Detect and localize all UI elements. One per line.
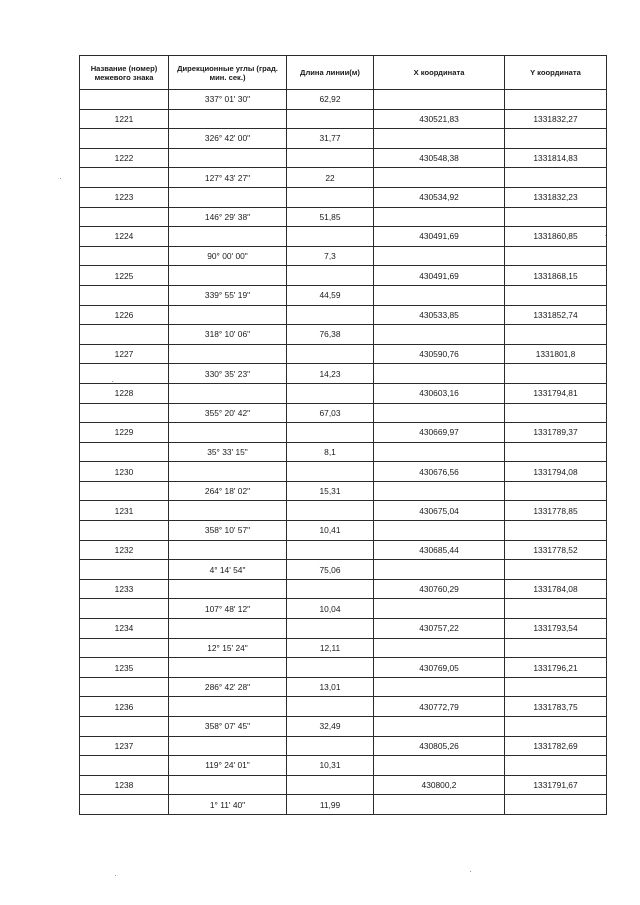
- cell-dir: 90° 00' 00": [169, 246, 287, 266]
- table-row: [80, 364, 607, 384]
- cell-len: [287, 423, 374, 443]
- cell-dir: 286° 42' 28": [169, 677, 287, 697]
- cell-y: 1331832,27: [505, 109, 607, 129]
- cell-len: 44,59: [287, 285, 374, 305]
- cell-dir: 12° 15' 24": [169, 638, 287, 658]
- cell-len: [287, 501, 374, 521]
- table-row: [80, 325, 607, 345]
- table-row: [80, 207, 607, 227]
- cell-name: [80, 717, 169, 737]
- cell-dir: [169, 775, 287, 795]
- table-row: [80, 736, 607, 756]
- cell-x: [374, 129, 505, 149]
- cell-y: 1331778,52: [505, 540, 607, 560]
- cell-name: 1224: [80, 227, 169, 247]
- cell-len: [287, 227, 374, 247]
- cell-y: 1331783,75: [505, 697, 607, 717]
- cell-len: [287, 736, 374, 756]
- cell-name: 1223: [80, 187, 169, 207]
- table-row: [80, 423, 607, 443]
- cell-dir: [169, 462, 287, 482]
- cell-dir: [169, 266, 287, 286]
- cell-len: 31,77: [287, 129, 374, 149]
- cell-dir: 358° 07' 45": [169, 717, 287, 737]
- cell-name: [80, 521, 169, 541]
- cell-x: [374, 325, 505, 345]
- cell-len: [287, 540, 374, 560]
- cell-len: 10,04: [287, 599, 374, 619]
- cell-dir: [169, 109, 287, 129]
- cell-y: 1331832,23: [505, 187, 607, 207]
- header-length: Длина линии(м): [287, 56, 374, 90]
- table-row: [80, 521, 607, 541]
- cell-len: 76,38: [287, 325, 374, 345]
- cell-y: [505, 756, 607, 776]
- table-row: [80, 148, 607, 168]
- cell-name: 1226: [80, 305, 169, 325]
- boundary-coordinates-table: [79, 55, 607, 815]
- cell-y: [505, 90, 607, 110]
- cell-len: 32,49: [287, 717, 374, 737]
- cell-y: [505, 325, 607, 345]
- cell-len: 22: [287, 168, 374, 188]
- table-row: [80, 90, 607, 110]
- table-row: [80, 775, 607, 795]
- cell-y: 1331789,37: [505, 423, 607, 443]
- cell-len: 13,01: [287, 677, 374, 697]
- cell-x: [374, 717, 505, 737]
- cell-name: [80, 481, 169, 501]
- cell-len: 11,99: [287, 795, 374, 815]
- cell-x: 430675,04: [374, 501, 505, 521]
- cell-name: 1235: [80, 658, 169, 678]
- table-row: [80, 658, 607, 678]
- cell-len: 7,3: [287, 246, 374, 266]
- table-row: [80, 756, 607, 776]
- cell-dir: 107° 48' 12": [169, 599, 287, 619]
- cell-x: [374, 403, 505, 423]
- table-row: [80, 619, 607, 639]
- cell-dir: 1° 11' 40": [169, 795, 287, 815]
- cell-y: 1331860,85: [505, 227, 607, 247]
- cell-dir: 127° 43' 27": [169, 168, 287, 188]
- cell-len: [287, 187, 374, 207]
- cell-len: 10,31: [287, 756, 374, 776]
- cell-len: [287, 266, 374, 286]
- cell-len: 62,92: [287, 90, 374, 110]
- cell-len: [287, 775, 374, 795]
- cell-name: 1237: [80, 736, 169, 756]
- table-row: [80, 109, 607, 129]
- cell-x: [374, 207, 505, 227]
- table-row: [80, 501, 607, 521]
- cell-dir: [169, 619, 287, 639]
- table-row: [80, 168, 607, 188]
- cell-x: [374, 638, 505, 658]
- cell-y: 1331852,74: [505, 305, 607, 325]
- cell-x: 430757,22: [374, 619, 505, 639]
- cell-y: [505, 168, 607, 188]
- cell-y: [505, 207, 607, 227]
- table-row: [80, 442, 607, 462]
- cell-dir: [169, 344, 287, 364]
- cell-name: 1228: [80, 383, 169, 403]
- cell-len: [287, 658, 374, 678]
- cell-dir: [169, 540, 287, 560]
- table-row: [80, 462, 607, 482]
- cell-name: [80, 560, 169, 580]
- cell-len: [287, 462, 374, 482]
- cell-x: 430676,56: [374, 462, 505, 482]
- cell-name: [80, 90, 169, 110]
- cell-x: [374, 521, 505, 541]
- table-row: [80, 383, 607, 403]
- cell-y: 1331793,54: [505, 619, 607, 639]
- cell-x: 430521,83: [374, 109, 505, 129]
- cell-x: 430590,76: [374, 344, 505, 364]
- cell-y: 1331778,85: [505, 501, 607, 521]
- cell-x: 430491,69: [374, 266, 505, 286]
- cell-y: [505, 795, 607, 815]
- cell-x: 430685,44: [374, 540, 505, 560]
- scan-speck: [112, 381, 113, 382]
- cell-y: [505, 364, 607, 384]
- cell-x: 430548,38: [374, 148, 505, 168]
- cell-dir: 146° 29' 38": [169, 207, 287, 227]
- scan-speck: [60, 178, 61, 179]
- cell-len: 67,03: [287, 403, 374, 423]
- cell-y: 1331796,21: [505, 658, 607, 678]
- cell-x: [374, 442, 505, 462]
- table-body: [80, 90, 607, 815]
- cell-len: [287, 619, 374, 639]
- cell-y: [505, 403, 607, 423]
- cell-name: 1229: [80, 423, 169, 443]
- cell-dir: [169, 736, 287, 756]
- cell-dir: 339° 55' 19": [169, 285, 287, 305]
- cell-dir: [169, 658, 287, 678]
- cell-x: [374, 364, 505, 384]
- cell-name: 1234: [80, 619, 169, 639]
- cell-x: 430760,29: [374, 579, 505, 599]
- cell-name: [80, 246, 169, 266]
- table-row: [80, 481, 607, 501]
- cell-x: 430491,69: [374, 227, 505, 247]
- cell-len: [287, 148, 374, 168]
- cell-x: [374, 756, 505, 776]
- cell-x: [374, 795, 505, 815]
- cell-x: 430669,97: [374, 423, 505, 443]
- cell-len: [287, 697, 374, 717]
- cell-len: [287, 305, 374, 325]
- table-row: [80, 129, 607, 149]
- cell-name: 1233: [80, 579, 169, 599]
- cell-y: 1331801,8: [505, 344, 607, 364]
- header-name: Название (номер) межевого знака: [80, 56, 169, 90]
- cell-name: 1230: [80, 462, 169, 482]
- table-row: [80, 187, 607, 207]
- table-header-row: [80, 56, 607, 90]
- cell-dir: 355° 20' 42": [169, 403, 287, 423]
- cell-x: [374, 677, 505, 697]
- cell-x: [374, 481, 505, 501]
- cell-name: 1221: [80, 109, 169, 129]
- cell-dir: [169, 187, 287, 207]
- cell-dir: [169, 423, 287, 443]
- cell-len: 75,06: [287, 560, 374, 580]
- cell-y: 1331791,67: [505, 775, 607, 795]
- cell-len: 14,23: [287, 364, 374, 384]
- table-row: [80, 227, 607, 247]
- table-row: [80, 305, 607, 325]
- table-row: [80, 795, 607, 815]
- cell-y: [505, 638, 607, 658]
- cell-y: [505, 717, 607, 737]
- cell-name: 1232: [80, 540, 169, 560]
- table-row: [80, 285, 607, 305]
- cell-dir: 318° 10' 06": [169, 325, 287, 345]
- cell-x: 430534,92: [374, 187, 505, 207]
- cell-name: [80, 168, 169, 188]
- cell-len: 51,85: [287, 207, 374, 227]
- cell-name: [80, 325, 169, 345]
- table-row: [80, 717, 607, 737]
- cell-name: 1222: [80, 148, 169, 168]
- cell-dir: [169, 227, 287, 247]
- cell-y: [505, 481, 607, 501]
- cell-name: [80, 364, 169, 384]
- cell-dir: 264° 18' 02": [169, 481, 287, 501]
- cell-len: [287, 344, 374, 364]
- cell-name: 1238: [80, 775, 169, 795]
- cell-y: 1331794,08: [505, 462, 607, 482]
- cell-name: [80, 285, 169, 305]
- cell-x: 430805,26: [374, 736, 505, 756]
- cell-name: [80, 129, 169, 149]
- cell-dir: 119° 24' 01": [169, 756, 287, 776]
- cell-y: 1331794,81: [505, 383, 607, 403]
- cell-y: [505, 442, 607, 462]
- cell-y: [505, 129, 607, 149]
- cell-y: [505, 599, 607, 619]
- table-row: [80, 579, 607, 599]
- cell-dir: [169, 501, 287, 521]
- cell-name: [80, 795, 169, 815]
- table-row: [80, 599, 607, 619]
- cell-name: [80, 207, 169, 227]
- cell-x: 430800,2: [374, 775, 505, 795]
- table-row: [80, 560, 607, 580]
- scan-speck: [470, 871, 471, 872]
- cell-y: 1331814,83: [505, 148, 607, 168]
- cell-dir: [169, 579, 287, 599]
- table-row: [80, 697, 607, 717]
- cell-y: 1331868,15: [505, 266, 607, 286]
- cell-x: [374, 560, 505, 580]
- table-row: [80, 638, 607, 658]
- cell-name: 1231: [80, 501, 169, 521]
- cell-name: 1236: [80, 697, 169, 717]
- cell-y: [505, 285, 607, 305]
- cell-name: [80, 599, 169, 619]
- cell-y: [505, 521, 607, 541]
- cell-x: 430769,05: [374, 658, 505, 678]
- cell-dir: 35° 33' 15": [169, 442, 287, 462]
- cell-name: [80, 442, 169, 462]
- cell-dir: 337° 01' 30": [169, 90, 287, 110]
- cell-name: 1225: [80, 266, 169, 286]
- header-direction: Дирекционные углы (град. мин. сек.): [169, 56, 287, 90]
- cell-x: [374, 285, 505, 305]
- cell-x: 430533,85: [374, 305, 505, 325]
- cell-x: [374, 90, 505, 110]
- cell-len: 8,1: [287, 442, 374, 462]
- cell-len: 12,11: [287, 638, 374, 658]
- table-row: [80, 246, 607, 266]
- cell-dir: [169, 383, 287, 403]
- cell-dir: 326° 42' 00": [169, 129, 287, 149]
- cell-x: 430603,16: [374, 383, 505, 403]
- cell-y: [505, 560, 607, 580]
- table-row: [80, 403, 607, 423]
- cell-dir: [169, 697, 287, 717]
- cell-name: [80, 677, 169, 697]
- cell-dir: 358° 10' 57": [169, 521, 287, 541]
- table-row: [80, 266, 607, 286]
- cell-len: 10,41: [287, 521, 374, 541]
- cell-name: 1227: [80, 344, 169, 364]
- cell-len: [287, 383, 374, 403]
- cell-dir: 4° 14' 54": [169, 560, 287, 580]
- table-row: [80, 344, 607, 364]
- table-row: [80, 540, 607, 560]
- cell-len: [287, 579, 374, 599]
- cell-len: 15,31: [287, 481, 374, 501]
- cell-dir: 330° 35' 23": [169, 364, 287, 384]
- header-x: X координата: [374, 56, 505, 90]
- cell-name: [80, 756, 169, 776]
- cell-dir: [169, 148, 287, 168]
- cell-len: [287, 109, 374, 129]
- cell-x: [374, 599, 505, 619]
- cell-y: [505, 677, 607, 697]
- scan-speck: [605, 235, 606, 236]
- cell-y: 1331782,69: [505, 736, 607, 756]
- header-y: Y координата: [505, 56, 607, 90]
- cell-dir: [169, 305, 287, 325]
- cell-name: [80, 403, 169, 423]
- scan-speck: [115, 875, 116, 876]
- table-row: [80, 677, 607, 697]
- cell-y: 1331784,08: [505, 579, 607, 599]
- cell-name: [80, 638, 169, 658]
- cell-x: [374, 168, 505, 188]
- cell-x: 430772,79: [374, 697, 505, 717]
- cell-y: [505, 246, 607, 266]
- cell-x: [374, 246, 505, 266]
